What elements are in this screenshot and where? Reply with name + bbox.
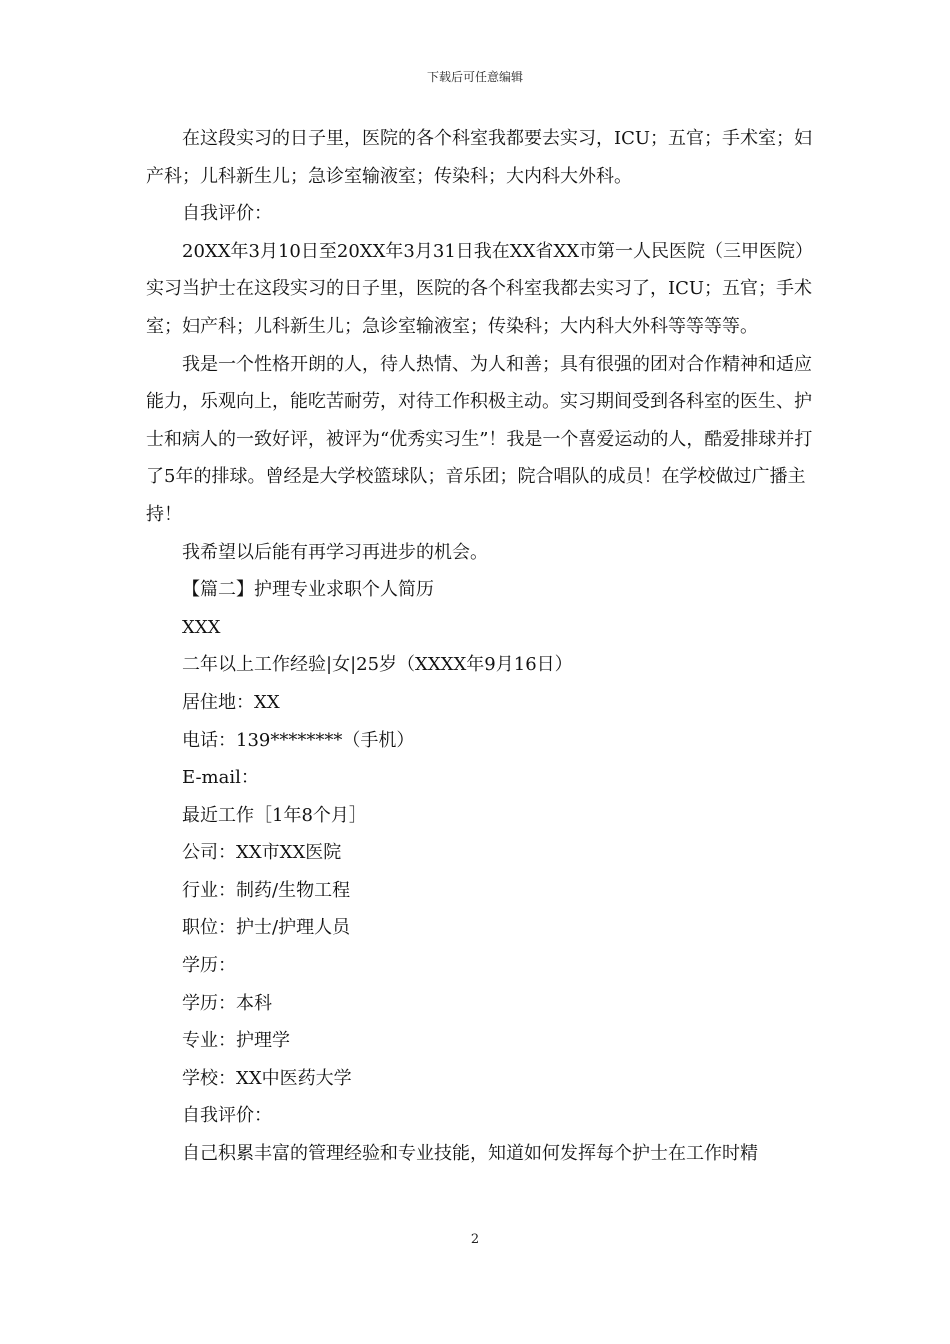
resume-line: 学历： <box>182 955 236 977</box>
resume-line: 学历：本科 <box>182 992 272 1014</box>
document-body <box>146 120 820 1173</box>
resume-line: 专业：护理学 <box>182 1030 290 1052</box>
resume-line: 电话：139********（手机） <box>182 729 415 751</box>
paragraph: 我希望以后能有再学习再进步的机会。 <box>182 541 488 563</box>
page-header: 下载后可任意编辑 <box>426 70 523 84</box>
resume-line: 二年以上工作经验|女|25岁（XXXX年9月16日） <box>182 654 573 676</box>
resume-line: 自我评价： <box>182 1105 272 1127</box>
resume-line: 居住地：XX <box>182 691 280 713</box>
paragraph: 20XX年3月10日至20XX年3月31日我在XX省XX市第一人民医院（三甲医院）实习当护士在这段实习的日子里，医院的各个科室我都去实习了，ICU；五官；手术室；妇产科；儿科新生儿；急诊室输液室；传染科；大内科大外科等等等等。 <box>146 240 814 337</box>
resume-line: 最近工作［1年8个月］ <box>182 804 367 826</box>
paragraph: 我是一个性格开朗的人，待人热情、为人和善；具有很强的团对合作精神和适应能力，乐观向上，能吃苦耐劳，对待工作积极主动。实习期间受到各科室的医生、护士和病人的一致好评，被评为“优秀实习生”！我是一个喜爱运动的人，酷爱排球并打了5年的排球。曾经是大学校篮球队；音乐团；院合唱队的成员！在学校做过广播主持！ <box>146 353 813 525</box>
paragraph: 自我评价： <box>182 203 272 225</box>
paragraph: 在这段实习的日子里，医院的各个科室我都要去实习，ICU；五官；手术室；妇产科；儿科新生儿；急诊室输液室；传染科；大内科大外科。 <box>146 128 813 187</box>
resume-line: 公司：XX市XX医院 <box>182 842 342 864</box>
resume-line: 职位：护士/护理人员 <box>182 917 351 939</box>
resume-line: 行业：制药/生物工程 <box>182 879 351 901</box>
resume-line: E-mail： <box>182 767 259 789</box>
paragraph: 自己积累丰富的管理经验和专业技能，知道如何发挥每个护士在工作时精 <box>182 1143 758 1165</box>
page-number: 2 <box>470 1232 480 1247</box>
resume-name: XXX <box>182 616 221 638</box>
resume-line: 学校：XX中医药大学 <box>182 1067 352 1089</box>
section-heading: 【篇二】护理专业求职个人简历 <box>182 579 434 601</box>
